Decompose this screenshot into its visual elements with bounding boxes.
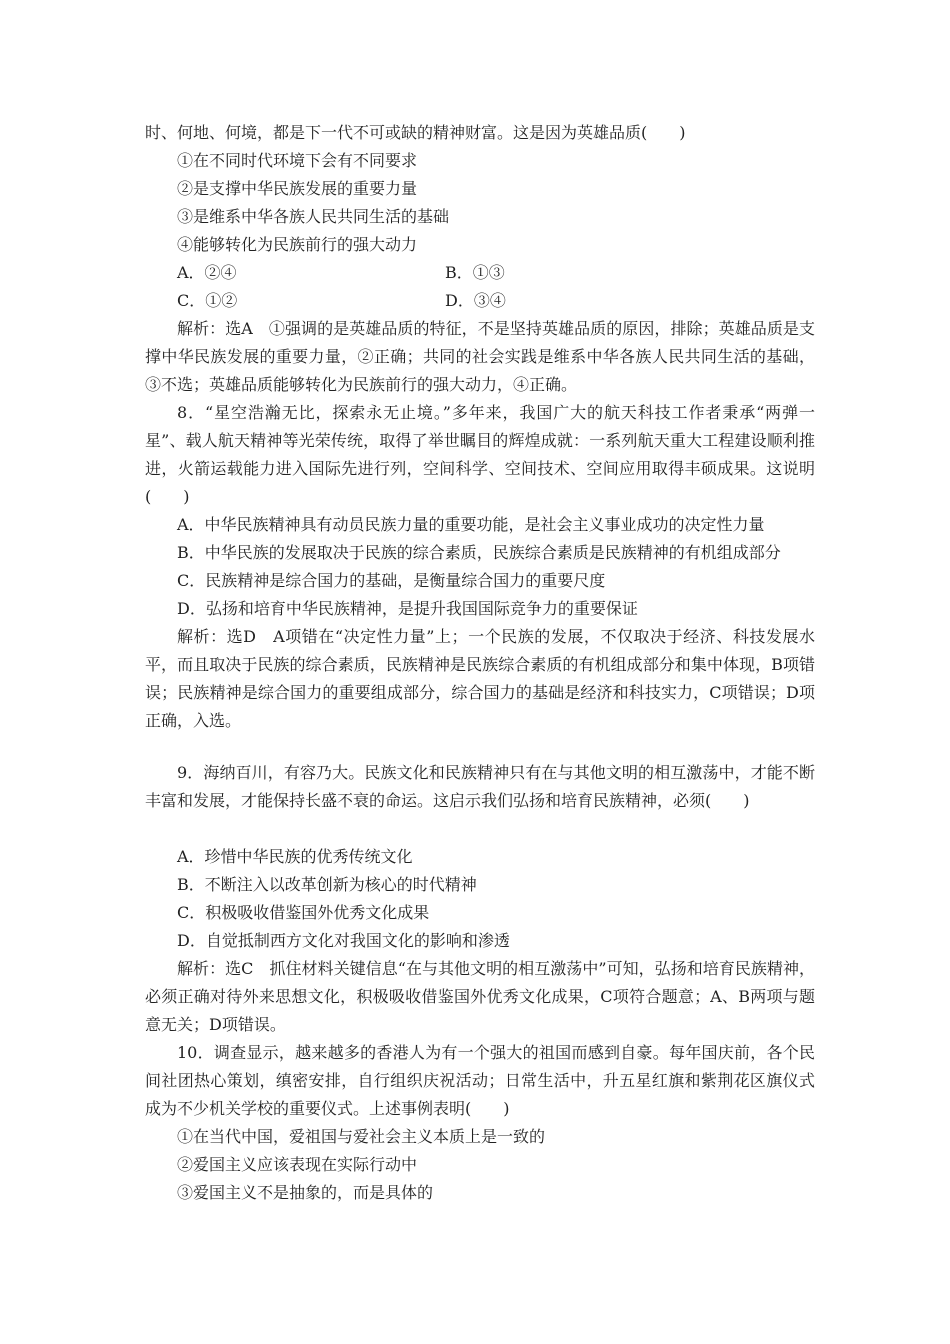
q7-option-b: B．①③ [445,263,505,282]
q8-analysis: 解析：选D A项错在“决定性力量”上；一个民族的发展，不仅取决于经济、科技发展水平，而且取决于民族的综合素质，民族精神是民族综合素质的有机组成部分和集中体现，B项错误；民族精神是综合国力的重要组成部分，综合国力的基础是经济和科技实力，C项错误；D项正确，入选。 [145,627,815,730]
q8-option-d: D．弘扬和培育中华民族精神，是提升我国国际竞争力的重要保证 [177,599,638,618]
q7-item-4: ④能够转化为民族前行的强大动力 [177,235,418,254]
q9-option-c: C．积极吸收借鉴国外优秀文化成果 [177,903,430,922]
q8-option-a: A．中华民族精神具有动员民族力量的重要功能，是社会主义事业成功的决定性力量 [177,515,765,534]
q8-stem: 8．“星空浩瀚无比，探索永无止境。”多年来，我国广大的航天科技工作者秉承“两弹一星”、载人航天精神等光荣传统，取得了举世瞩目的辉煌成就：一系列航天重大工程建设顺利推进，火箭运载能力进入国际先进行列，空间科学、空间技术、空间应用取得丰硕成果。这说明( ) [145,403,815,506]
q8-option-b: B．中华民族的发展取决于民族的综合素质，民族综合素质是民族精神的有机组成部分 [177,543,781,562]
q9-stem: 9．海纳百川，有容乃大。民族文化和民族精神只有在与其他文明的相互激荡中，才能不断丰富和发展，才能保持长盛不衰的命运。这启示我们弘扬和培育民族精神，必须( ) [145,763,815,810]
q10-item-1: ①在当代中国，爱祖国与爱社会主义本质上是一致的 [177,1127,546,1146]
q10-stem: 10．调查显示，越来越多的香港人为有一个强大的祖国而感到自豪。每年国庆前，各个民间社团热心策划，缜密安排，自行组织庆祝活动；日常生活中，升五星红旗和紫荆花区旗仪式成为不少机关学校的重要仪式。上述事例表明( ) [145,1043,815,1118]
q7-option-d: D．③④ [445,291,506,310]
q7-option-a: A．②④ [177,263,237,282]
q9-option-a: A．珍惜中华民族的优秀传统文化 [177,847,413,866]
q7-item-3: ③是维系中华各族人民共同生活的基础 [177,207,450,226]
q7-item-2: ②是支撑中华民族发展的重要力量 [177,179,418,198]
q7-item-1: ①在不同时代环境下会有不同要求 [177,151,418,170]
q9-option-b: B．不断注入以改革创新为核心的时代精神 [177,875,477,894]
q9-option-d: D．自觉抵制西方文化对我国文化的影响和渗透 [177,931,510,950]
q7-option-c: C．①② [177,291,238,310]
q7-stem-tail: 时、何地、何境，都是下一代不可或缺的精神财富。这是因为英雄品质( ) [145,123,686,142]
q10-item-3: ③爱国主义不是抽象的，而是具体的 [177,1183,434,1202]
q10-item-2: ②爱国主义应该表现在实际行动中 [177,1155,418,1174]
q8-option-c: C．民族精神是综合国力的基础，是衡量综合国力的重要尺度 [177,571,606,590]
q9-analysis: 解析：选C 抓住材料关键信息“在与其他文明的相互激荡中”可知，弘扬和培育民族精神，必须正确对待外来思想文化，积极吸收借鉴国外优秀文化成果，C项符合题意；A、B两项与题意无关；D项错误。 [145,959,815,1034]
q7-analysis: 解析：选A ①强调的是英雄品质的特征，不是坚持英雄品质的原因，排除；英雄品质是支撑中华民族发展的重要力量，②正确；共同的社会实践是维系中华各族人民共同生活的基础，③不选；英雄品质能够转化为民族前行的强大动力，④正确。 [145,319,815,394]
